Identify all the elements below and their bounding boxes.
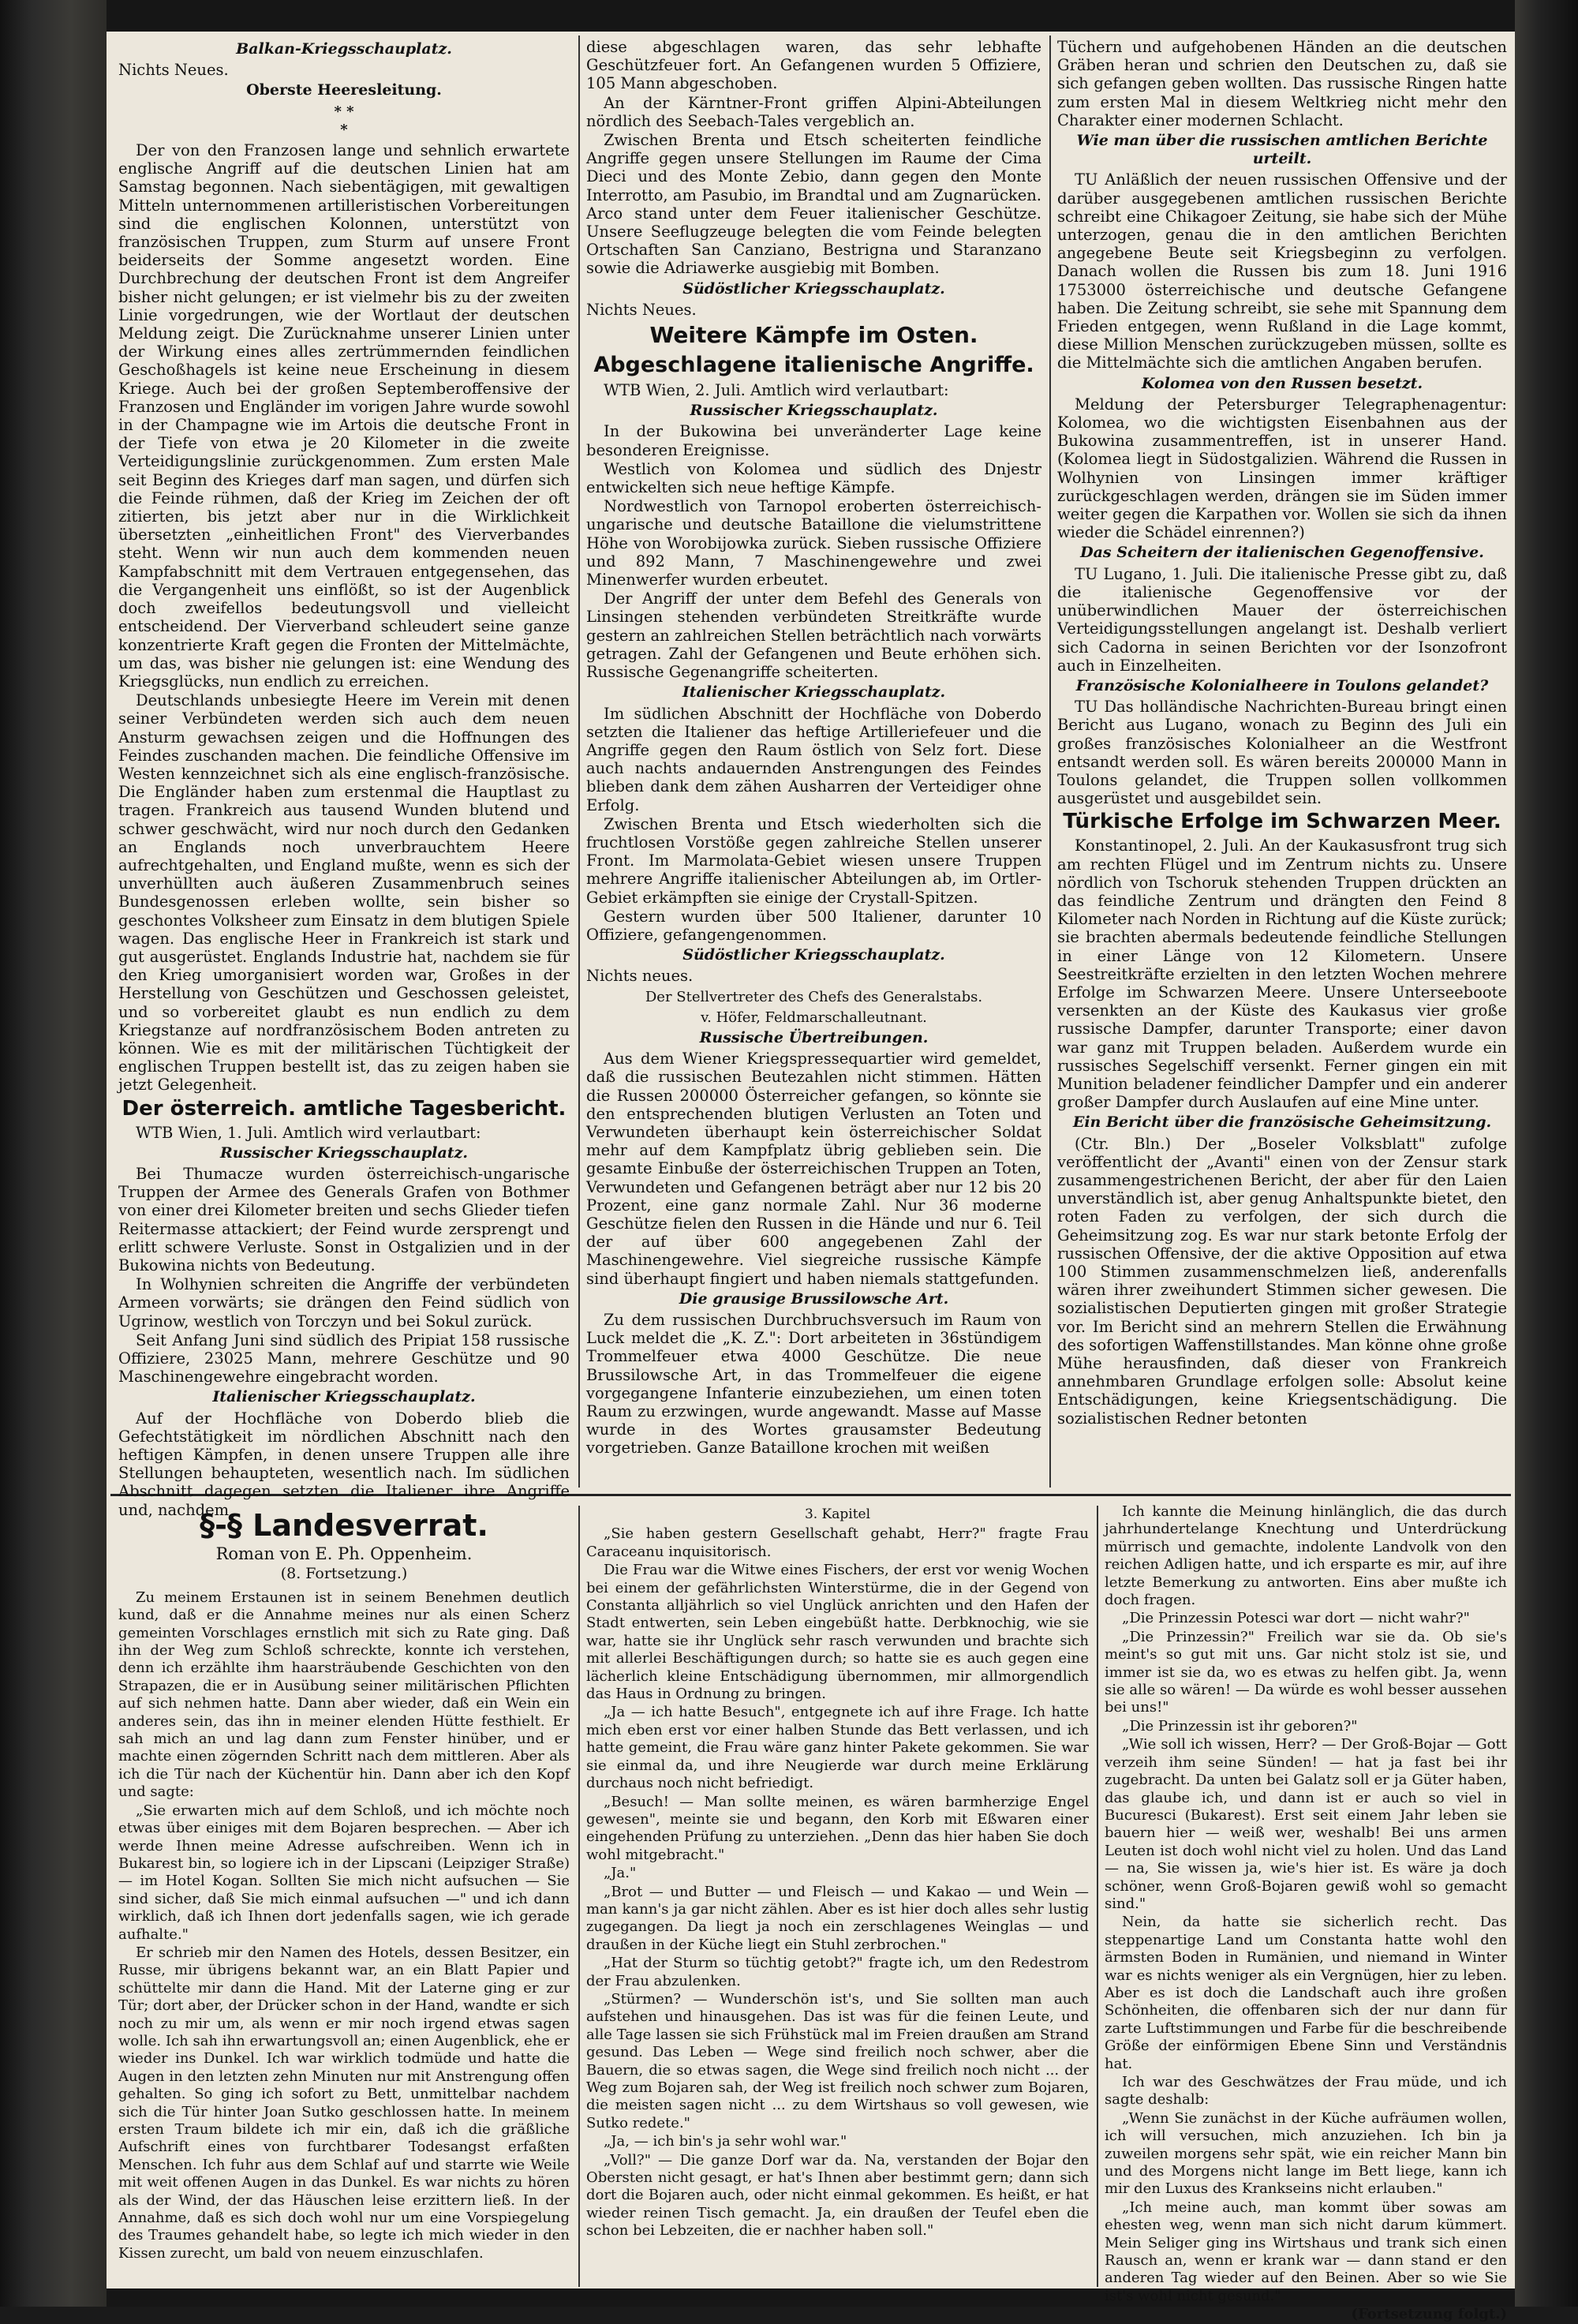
novel-subtitle: Roman von E. Ph. Oppenheim. [215, 1544, 473, 1563]
dateline: WTB Wien, 1. Juli. Amtlich wird verlautbart: [136, 1123, 481, 1142]
heading-grausige: Die grausige Brussilowsche Art. [679, 1289, 949, 1308]
paragraph: Zu meinem Erstaunen ist in seinem Benehmen deutlich kund, daß er die Annahme meines nur als einen Scherz gemeinten Vorschlages ernstlich mit sich zu Rate ging. Daß ihn der Weg zum Schloß schreckte, konnte ich verstehen, denn ich erzählte ihm haarsträubende Geschichten von den Strapazen, die er in Ausübung seiner militärischen Pflichten auf sich nehmen hatte. Dann aber wieder, daß ein Wein ein anderes sein, das ihn in meiner elenden Hütte festhielt. Er sah mich an und lag dann zum Fenster hinüber, und er machte einen zögernden Schritt nach dem mittleren. Aber als ich die Tür nach der Küchentür hin. Dann aber ich den Kopf und sagte: [118, 1589, 570, 1801]
paragraph: Auf der Hochfläche von Doberdo blieb die Gefechtstätigkeit im nördlichen Abschnitt nach den heftigen Kämpfen, in denen unsere Truppen alle ihre Stellungen behaupteten, wesentlich nach. Im südlichen Abschnitt dagegen setzten die Italiener ihre Angriffe und, nachdem [118, 1409, 570, 1519]
paragraph: Der von den Franzosen lange und sehnlich erwartete englische Angriff auf die deutschen Linien hat am Samstag begonnen. Nach siebentägigen, mit gewaltigen Mitteln unternommenen artilleristischen Vorbereitungen sind die englischen Kolonnen, unterstützt von französischen Truppen, zum Sturm auf unsere Front beiderseits der Somme angesetzt worden. Eine Durchbrechung der deutschen Front ist dem Angreifer bisher nicht gelungen; er ist vielmehr bis zu der zweiten Linie vorgedrungen, wie der Wortlaut der deutschen Meldung zeigt. Die Zurücknahme unserer Linien unter der Wirkung eines alles zertrümmernden feindlichen Geschoßhagels ist keine neue Erscheinung in diesem Kriege. Auch bei der großen Septemberoffensive der Franzosen und Engländer im vorigen Jahre wurde sowohl in der Champagne wie im Artois die deutsche Front in der Tiefe von etwa je 20 Kilometer in die zweite Verteidigungslinie zurückgenommen. Zum ersten Male seit Beginn des Krieges darf man sagen, und dürfen sich die Feinde rühmen, daß der Krieg im Zeichen der oft zitierten, bis jetzt aber nur in die Wirklichkeit übersetzten „einheitlichen Front" des Vierverbandes steht. Wenn wir nun auch dem kommenden neuen Kampfabschnitt mit dem Vertrauen entgegensehen, das die Vergangenheit uns einflößt, so ist der Augenblick doch zweifellos bedeutungsvoll und vielleicht entscheidend. Der Vierverband schleudert seine ganze konzentrierte Kraft gegen die Fronten der Mittelmächte, um das, was bisher nie gelungen ist: eine Wendung des Kriegsglücks, nun endlich zu erreichen. [118, 141, 570, 690]
paragraph: In der Bukowina bei unveränderter Lage keine besonderen Ereignisse. [586, 422, 1041, 459]
novel-installment: (8. Fortsetzung.) [280, 1565, 408, 1583]
signature-line-1: Der Stellvertreter des Chefs des Generalstabs. [645, 988, 983, 1005]
paragraph: Zu dem russischen Durchbruchsversuch im Raum von Luck meldet die „K. Z.": Dort arbeiteten in 36stündigem Trommelfeuer etwa 4000 Geschütze. Die neue Brussilowsche Art, in das Trommelfeuer die eigene vorgegangene Infanterie einzubeziehen, um einen toten Raum zu erzwingen, wurde angewandt. Masse auf Masse wurde in des Wortes grausamster Bedeutung vorgetrieben. Ganze Bataillone krochen mit weißen [586, 1311, 1041, 1458]
heading-scheitern: Das Scheitern der italienischen Gegenoffensive. [1080, 544, 1484, 562]
paragraph: „Ich meine auch, man kommt über sowas am ehesten weg, wenn man sich nicht darum kümmert. Mein Seliger ging ins Wirtshaus und trank sich einen Rausch an, wenn er krank war — dann stand er den anderen Tag wieder auf den Beinen. Aber so wie Sie ist's wohl nicht gesund." [1105, 2199, 1507, 2304]
paragraph: „Die Prinzessin Potesci war dort — nicht wahr?" [1122, 1610, 1470, 1627]
paragraph: Zwischen Brenta und Etsch scheiterten feindliche Angriffe gegen unsere Stellungen im Raume der Cima Dieci und des Monte Zebio, dann gegen den Monte Interrotto, am Pasubio, im Brandtal und am Zugnarücken. Arco stand unter dem Feuer italienischer Geschütze. Unsere Seeflugzeuge belegten die vom Feinde belegten Ortschaften San Canziano, Bestrigna und Staranzano sowie die Adriawerke ausgiebig mit Bomben. [586, 131, 1041, 278]
paragraph: Aus dem Wiener Kriegspressequartier wird gemeldet, daß die russischen Beutezahlen nicht stimmen. Hätten die Russen 200000 Österreicher gefangen, so könnte sie den entsprechenden blutigen Verlusten an Toten und Verwundeten überhaupt kein österreichischer Soldat mehr auf dem Kampfplatz übrig geblieben sein. Die gesamte Einbuße der österreichischen Truppen an Toten, Verwundeten und Gefangenen beträgt aber nur 12 bis 20 Prozent, eine ganz normale Zahl. Nur 36 moderne Geschütze fielen den Russen in die Hände und nur 6. Teil der auf über 600 angegebenen Zahl der Maschinengewehre. Viel siegreiche russische Kämpfe sind überhaupt fingiert und haben niemals stattgefunden. [586, 1050, 1041, 1288]
heading-tuerkische-erfolge: Türkische Erfolge im Schwarzen Meer. [1063, 810, 1501, 834]
column-divider [1097, 1506, 1098, 2287]
paragraph: „Besuch! — Man sollte meinen, es wären barmherzige Engel gewesen", meinte sie und begann, den Korb mit Eßwaren einer eingehenden Prüfung zu unterziehen. „Denn das hier haben Sie doch wohl mitgebracht." [586, 1793, 1089, 1863]
paragraph: „Sie haben gestern Gesellschaft gehabt, Herr?" fragte Frau Caraceanu inquisitorisch. [586, 1525, 1089, 1560]
column-divider [1049, 36, 1051, 1488]
column-1 [118, 38, 570, 1519]
heading-weitere-kaempfe: Weitere Kämpfe im Osten. [649, 322, 978, 349]
heading-oesterr-bericht: Der österreich. amtliche Tagesbericht. [122, 1096, 567, 1121]
paragraph: „Hat der Sturm so tüchtig getobt?" fragte ich, um den Redestrom der Frau abzulenken. [586, 1955, 1089, 1989]
heading-wie-man: Wie man über die russischen amtlichen Berichte urteilt. [1076, 132, 1488, 168]
balkan-text: Nichts Neues. [118, 61, 229, 80]
heading-kolonialheere: Französische Kolonialheere in Toulons gelandet? [1075, 676, 1489, 694]
heading-russ-kriegsschauplatz: Russischer Kriegsschauplatz. [690, 402, 938, 420]
paragraph: Konstantinopel, 2. Juli. An der Kaukasusfront trug sich am rechten Flügel und im Zentrum nichts zu. Unsere nördlich von Tschoruk stehenden Truppen drückten an das feindliche Zentrum und drängten den Feind 8 Kilometer nach Norden in Richtung auf die Küste zurück; sie brachten abermals bedeutende feindliche Stellungen in einer Länge von 12 Kilometern. Unsere Seestreitkräfte erzielten in den letzten Wochen mehrere Erfolge im Schwarzen Meere. Unsere Unterseeboote versenkten an der Küste des Kaukasus vier große russische Dampfer, darunter Transporte; einer davon war ganz mit Truppen beladen. Außerdem wurde ein russisches Segelschiff versenkt. Ferner gingen ein mit Munition beladener feindlicher Dampfer und ein anderer großer Dampfer durch Auslaufen auf eine Mine unter. [1057, 836, 1507, 1112]
heading-bericht-geheimsitzung: Ein Bericht über die französische Geheimsitzung. [1072, 1113, 1492, 1132]
paragraph: „Ja — ich hatte Besuch", entgegnete ich auf ihre Frage. Ich hatte mich eben erst vor einer halben Stunde das Bett verlassen, und ich hatte gemeint, die Frau wäre ganz hinter Pakete gekommen. Sie war sie einmal da, und ihre Neugierde war durch meine Erklärung durchaus noch nicht befriedigt. [586, 1704, 1089, 1792]
heading-balkan: Balkan-Kriegsschauplatz. [236, 40, 452, 58]
novel-column-3 [1105, 1503, 1507, 2323]
paragraph: Tüchern und aufgehobenen Händen an die deutschen Gräben heran und schrien den Deutschen zu, daß sie sich gefangen geben wollten. Das russische Ringen hatte zum ersten Mal in diesem Weltkrieg nicht mehr den Charakter einer modernen Schlacht. [1057, 38, 1507, 129]
paragraph: Er schrieb mir den Namen des Hotels, dessen Besitzer, ein Russe, mir übrigens bekannt war, an ein Blatt Papier und schüttelte mir dann die Hand. Mit der Laterne ging er zur Tür; dort aber, der Drücker schon in der Hand, wandte er sich noch zu mir um, als wenn er mir noch irgend etwas sagen wolle. Ich sah ihn erwartungsvoll an; einen Augenblick, ehe er wieder ins Dunkel. Ich war wirklich todmüde und hatte die Augen in den letzten zehn Minuten nur mit Anstrengung offen gehalten. So ging ich sofort zu Bett, unmittelbar nachdem sich die Tür hinter Joan Sutko geschlossen hatte. In meinem ersten Traum bildete ich mir ein, daß ich die gräßliche Aufschrift eines von furchtbarer Todesangst erfaßten Menschen. Ich fuhr aus dem Schlaf auf und starrte wie Weile mit weit offenen Augen in das Dunkel. Es war nichts zu hören als der Wind, der das Häuschen leise erzittern ließ. In der Annahme, daß es sich doch wohl nur um eine Vorspiegelung des Traumes gehandelt habe, so legte ich mich wieder in den Kissen zurecht, um bald von neuem einzuschlafen. [118, 1944, 570, 2262]
left-page-edge [0, 0, 107, 2307]
paragraph: Seit Anfang Juni sind südlich des Pripiat 158 russische Offiziere, 23025 Mann, mehrere Geschütze und 90 Maschinengewehre eingebracht worden. [118, 1330, 570, 1387]
paragraph: TU Lugano, 1. Juli. Die italienische Presse gibt zu, daß die italienische Gegenoffensive vor der unüberwindlichen Mauer der österreichischen Verteidigungsstellungen angelangt ist. Deshalb verliert sich Cadorna in seinen Berichten vor der Isonzofront auch in Einzelheiten. [1057, 564, 1507, 675]
suedost-text: Nichts Neues. [586, 300, 697, 319]
column-2 [586, 38, 1041, 1490]
paragraph: „Ja, — ich bin's ja sehr wohl war." [604, 2133, 847, 2150]
column-divider [578, 1506, 580, 2287]
signature-line-2: v. Höfer, Feldmarschalleutnant. [701, 1009, 927, 1026]
right-page-edge [1515, 0, 1578, 2307]
paragraph: Meldung der Petersburger Telegraphenagentur: Kolomea, wo die wichtigsten Eisenbahnen aus der Bukowina zusammentreffen, ist in unserer Hand. (Kolomea liegt in Südostgalizien. Während die Russen in Wolhynien von Linsingen immer kräftiger zurückgeschlagen werden, drängen sie im Süden immer weiter gegen die Karpathen vor. Wollen sie sich da ihnen wieder die Schädel einrennen?) [1057, 395, 1507, 542]
paragraph: „Wenn Sie zunächst in der Küche aufräumen wollen, ich will versuchen, mich anzuziehen. Ich bin ja zuweilen morgens sehr spät, wie ein reicher Mann bin und des Morgens nicht lange im Bett liege, kann ich mir den Luxus des Krankseins nicht erlauben." [1105, 2109, 1507, 2198]
paragraph: Im südlichen Abschnitt der Hochfläche von Doberdo setzten die Italiener das heftige Artilleriefeuer und die Angriffe gegen den Raum östlich von Selz fort. Diese auch nachts andauernden Anstrengungen des Feindes blieben dank dem zähen Ausharren der Verteidiger ohne Erfolg. [586, 704, 1041, 814]
paragraph: Ich war des Geschwätzes der Frau müde, und ich sagte deshalb: [1105, 2074, 1507, 2109]
dateline: WTB Wien, 2. Juli. Amtlich wird verlautbart: [604, 381, 949, 400]
novel-title: §-§ Landesverrat. [200, 1508, 488, 1543]
paragraph: Ich kannte die Meinung hinlänglich, die das durch jahrhundertelange Knechtung und Unterdrückung mürrisch und gemachte, indolente Landvolk von den reichen Adligen hatte, und ich ersparte es mir, auf ihre letzte Bemerkung zu antworten. Eins aber mußte ich doch fragen. [1105, 1503, 1507, 1609]
paragraph: „Ja." [604, 1865, 637, 1882]
heading-abgeschlagene: Abgeschlagene italienische Angriffe. [593, 353, 1034, 378]
heading-ital-kriegsschauplatz: Italienischer Kriegsschauplatz. [212, 1388, 476, 1406]
paragraph: „Voll?" — Die ganze Dorf war da. Na, verstanden der Bojar den Obersten nicht gesagt, er hat's Ihnen aber bestimmt gern; dann sich dort die Bojaren auch, oder nicht einmal gekommen. Es heißt, er hat wieder reinen Tisch gemacht. Ja, ein draußen der Teufel eben die schon bei Lebzeiten, die er nachher haben soll." [586, 2151, 1089, 2240]
heading-ital-kriegsschauplatz: Italienischer Kriegsschauplatz. [682, 683, 946, 702]
paragraph: TU Anläßlich der neuen russischen Offensive und der darüber ausgegebenen amtlichen russischen Berichte schreibt eine Chikagoer Zeitung, sie habe sich der Mühe unterzogen, genau die in den amtlichen Berichten angegebene Beute seit Kriegsbeginn zu verfolgen. Danach wollen die Russen bis zum 18. Juni 1916 1753000 österreichische und deutsche Gefangene haben. Die Zeitung schreibt, sie sehe mit Spannung dem Frieden entgegen, wenn Rußland in die Lage kommt, diese Million Menschen zurückzugeben müssen, sollte es die Mittelmächte sich die amtlichen Angaben berufen. [1057, 170, 1507, 372]
paragraph: „Die Prinzessin ist ihr geboren?" [1122, 1717, 1358, 1735]
heading-russ-uebertreibungen: Russische Übertreibungen. [699, 1028, 929, 1046]
heading-kolomea: Kolomea von den Russen besetzt. [1141, 374, 1423, 392]
heading-russ-kriegsschauplatz: Russischer Kriegsschauplatz. [219, 1143, 469, 1162]
paragraph: Nein, da hatte sie sicherlich recht. Das steppenartige Land um Constanta hatte wohl den ärmsten Boden in Rumänien, und niemand in Winter war es nichts weniger als ein Vergnügen, hier zu leben. Aber es ist doch die Landschaft auch ihre großen Schönheiten, die offenbaren sich der nur dann für zarte Luftstimmungen und Farbe für die beschreibende Größe der einförmigen Ebene Sinn und Verständnis hat. [1105, 1914, 1507, 2072]
continuation-note: (Fortsetzung folgt.) [1351, 2306, 1507, 2323]
novel-column-1 [118, 1503, 570, 2285]
paragraph: „Sie erwarten mich auf dem Schloß, und ich möchte noch etwas über einiges mit dem Bojaren besprechen. — Aber ich werde Ihnen meine Adresse aufschreiben. Wenn ich in Bukarest bin, so logiere ich in der Lipscani (Leipziger Straße) — im Hotel Kogan. Sollten Sie mich nicht aufsuchen — Sie sind sicher, daß Sie mich einmal aufsuchen —" und ich dann wirklich, daß ich Ihnen dort jedenfalls sagen, wie ich gerade aufhalte." [118, 1802, 570, 1943]
paragraph: „Stürmen? — Wunderschön ist's, und Sie sollten man auch aufstehen und hinausgehen. Das ist was für die feinen Leute, und alle Tage lassen sie sich Frühstück mal im Freien draußen am Strand gesund. Das Leben — Wege sind freilich noch schwer, aber die Bauern, die so etwas sagen, die Wege sind freilich noch nicht ... der Weg zum Bojaren sah, der Weg ist freilich noch schwer zum Bojaren, die meisten sagen nicht ... zu dem Wirtshaus so voll gewesen, wie Sutko redete." [586, 1990, 1089, 2131]
paragraph: Westlich von Kolomea und südlich des Dnjestr entwickelten sich neue heftige Kämpfe. [586, 459, 1041, 497]
paragraph: Bei Thumacze wurden österreichisch-ungarische Truppen der Armee des Generals Grafen von Bothmer von einer drei Kilometer breiten und sechs Glieder tiefen Reitermasse attackiert; der Feind wurde zersprengt und erlitt schwere Verluste. Sonst in Ostgalizien und in der Bukowina nichts von Bedeutung. [118, 1164, 570, 1274]
paragraph: In Wolhynien schreiten die Angriffe der verbündeten Armeen vorwärts; sie drängen den Feind südlich von Ugrinow, westlich von Torczyn und bei Sokul zurück. [118, 1275, 570, 1330]
heading-oberste: Oberste Heeresleitung. [246, 81, 442, 99]
paragraph: Deutschlands unbesiegte Heere im Verein mit denen seiner Verbündeten werden sich auch dem neuen Ansturm gewachsen zeigen und die Hoffnungen des Feindes zuschanden machen. Die feindliche Offensive im Westen kennzeichnet sich als eine englisch-französische. Die Engländer haben zum erstenmal die Hauptlast zu tragen. Frankreich aus tausend Wunden blutend und schwer geschwächt, wird nur noch durch den Gedanken an Englands noch unverbrauchtem Heere aufrechtgehalten, und England mußte, wenn es sich der unverhüllten auch äußeren Zusammenbruch seines Bundesgenossen erleben wollte, sein bisher so geschontes Volksheer zum Einsatz in dem blutigen Spiele wagen. Das englische Heer in Frankreich ist stark und gut ausgerüstet. Englands Industrie hat, nachdem sie für den Krieg umorganisiert worden war, Großes in der Herstellung von Geschützen und Geschossen geleistet, und so vorbereitet glaubt es nun endlich zu dem Kriegstanze auf nordfranzösischem Boden antreten zu können. Wie es mit der militärischen Tüchtigkeit der englischen Truppen bestellt ist, das zu zeigen haben sie jetzt Gelegenheit. [118, 691, 570, 1095]
asterisks: * * * [334, 103, 354, 138]
paragraph: An der Kärntner-Front griffen Alpini-Abteilungen nördlich des Seebach-Tales vergeblich an. [586, 93, 1041, 130]
paragraph: TU Das holländische Nachrichten-Bureau bringt einen Bericht aus Lugano, wonach zu Beginn des Juli ein großes französisches Kolonialheer an die Westfront entsandt werden soll. Es wären bereits 200000 Mann in Toulons gelandet, die Truppen sollen vollkommen ausgerüstet und ausgebildet sein. [1057, 698, 1507, 808]
heading-suedoest-2: Südöstlicher Kriegsschauplatz. [682, 946, 945, 964]
chapter-heading: 3. Kapitel [804, 1506, 871, 1522]
paragraph: „Die Prinzessin?" Freilich war sie da. Ob sie's meint's so gut mit uns. Gar nicht stolz ist sie, und immer ist sie da, wo es etwas zu helfen gibt. Ja, wenn sie alle so wären! — Da würde es wohl besser aussehen bei uns!" [1105, 1628, 1507, 1716]
heading-suedoest-1: Südöstlicher Kriegsschauplatz. [682, 279, 945, 298]
paragraph: Nordwestlich von Tarnopol eroberten österreichisch-ungarische und deutsche Bataillone die vielumstrittene Höhe von Worobijowka zurück. Sieben russische Offiziere und 892 Mann, 7 Maschinengewehre und zwei Minenwerfer wurden erbeutet. [586, 497, 1041, 589]
column-3 [1057, 38, 1507, 1490]
paragraph: „Wie soll ich wissen, Herr? — Der Groß-Bojar — Gott verzeih ihm seine Sünden! — hat ja fast bei ihr zugebracht. Da unten bei Galatz soll er ja Güter haben, das glaube ich, und dann ist er auch so viel in Bucuresci (Bukarest). Erst seit einem Jahr leben sie bauern hier — weiß wer, weshalb! Bei uns armen Leuten ist doch wohl nicht viel zu holen. Und das Land — na, Sie wissen ja, wie's hier ist. Es wäre ja doch schöner, wenn Groß-Bojaren gewiß wohl so gemacht sind." [1105, 1736, 1507, 1912]
paragraph: Zwischen Brenta und Etsch wiederholten sich die fruchtlosen Vorstöße gegen zahlreiche Stellen unserer Front. Im Marmolata-Gebiet wiesen unsere Truppen mehrere Angriffe italienischer Abteilungen ab, im Ortler-Gebiet erkämpften sie einige der Crystall-Spitzen. [586, 814, 1041, 907]
column-divider [578, 36, 580, 1488]
novel-column-2 [586, 1503, 1089, 2285]
paragraph: Gestern wurden über 500 Italiener, darunter 10 Offiziere, gefangengenommen. [586, 907, 1041, 944]
suedost-text: Nichts neues. [586, 967, 694, 986]
top-page-edge [107, 0, 1515, 32]
paragraph: Die Frau war die Witwe eines Fischers, der erst vor wenig Wochen bei einem der gefährlichsten Winterstürme, die in der Gegend von Constanta alljährlich so viel Unglück anrichten und den Hafen der Stadt entwerten, sein Leben eingebüßt hatte. Derbknochig, wie sie war, hatte sie ihr Unglück sehr rasch verwunden und brachte sich mit allerlei Beschäftigungen durch; so hatte sie es auch gegen eine lächerlich kleine Entschädigung übernommen, mir allmorgendlich das Haus in Ordnung zu bringen. [586, 1562, 1089, 1703]
paragraph: (Ctr. Bln.) Der „Boseler Volksblatt" zufolge veröffentlicht der „Avanti" einen von der Zensur stark zusammengestrichenen Bericht, der aber für den Laien unverständlich ist, aber genug Anhaltspunkte bietet, den roten Faden zu verfolgen, der sich durch die Geheimsitzung zog. Es war nur stark betonte Erfolg der russischen Offensive, der die aktive Opposition auf etwa 100 Stimmen zusammenschmelzen ließ, anderenfalls wären ihrer zweihundert Stimmen sicher gewesen. Die sozialistischen Deputierten gingen mit großer Strategie vor. Im Bericht sind an mehrern Stellen die Erwähnung des sofortigen Waffenstillstandes. Man könne ohne große Mühe herausfinden, daß dieser von Frankreich annehmbaren Grundlage erfolgen solle: Absolut keine Entschädigungen, keine Kriegsentschädigung. Die sozialistischen Redner betonten [1057, 1134, 1507, 1428]
paragraph: „Brot — und Butter — und Fleisch — und Kakao — und Wein — man kann's ja gar nicht zählen. Aber es ist hier doch alles sehr lustig zugegangen. Da liegt ja noch ein zerschlagenes Weinglas — und draußen in der Küche liegt ein Stuhl zerbrochen." [586, 1883, 1089, 1953]
paragraph: Der Angriff der unter dem Befehl des Generals von Linsingen stehenden verbündeten Streitkräfte wurde gestern an zahlreichen Stellen beträchtlich nach vorwärts getragen. Zahl der Gefangenen und Beute erhöhen sich. Russische Gegenangriffe scheiterten. [586, 589, 1041, 682]
paragraph: diese abgeschlagen waren, das sehr lebhafte Geschützfeuer fort. An Gefangenen wurden 5 Offiziere, 105 Mann abgeschoben. [586, 38, 1041, 93]
